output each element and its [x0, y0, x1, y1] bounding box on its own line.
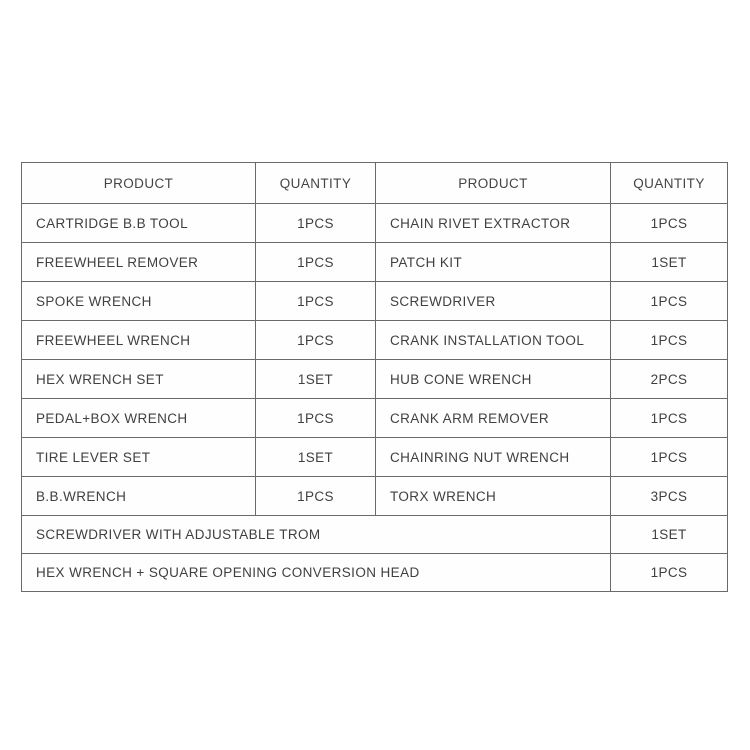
product-cell-wide: SCREWDRIVER WITH ADJUSTABLE TROM: [22, 516, 611, 554]
product-cell: CHAIN RIVET EXTRACTOR: [376, 204, 611, 243]
header-row: [22, 163, 728, 204]
product-cell: B.B.WRENCH: [22, 477, 256, 516]
quantity-cell: 2PCS: [611, 360, 728, 399]
quantity-cell: 1PCS: [256, 477, 376, 516]
quantity-cell: 1PCS: [256, 243, 376, 282]
header-quantity-right: QUANTITY: [611, 163, 728, 204]
product-cell-wide: HEX WRENCH + SQUARE OPENING CONVERSION HEAD: [22, 554, 611, 592]
quantity-cell: 1PCS: [256, 204, 376, 243]
table-row: [22, 243, 728, 282]
product-cell: HUB CONE WRENCH: [376, 360, 611, 399]
quantity-cell: 1SET: [611, 243, 728, 282]
product-cell: CARTRIDGE B.B TOOL: [22, 204, 256, 243]
product-cell: FREEWHEEL WRENCH: [22, 321, 256, 360]
quantity-cell: 3PCS: [611, 477, 728, 516]
table-row: [22, 399, 728, 438]
quantity-cell: 1PCS: [611, 399, 728, 438]
quantity-cell: 1SET: [611, 516, 728, 554]
quantity-cell: 1SET: [256, 360, 376, 399]
quantity-cell: 1PCS: [611, 438, 728, 477]
table-row: [22, 438, 728, 477]
table-row: [22, 282, 728, 321]
table-row: [22, 204, 728, 243]
product-cell: FREEWHEEL REMOVER: [22, 243, 256, 282]
quantity-cell: 1PCS: [611, 204, 728, 243]
product-cell: HEX WRENCH SET: [22, 360, 256, 399]
quantity-cell: 1PCS: [256, 399, 376, 438]
product-cell: PATCH KIT: [376, 243, 611, 282]
header-quantity-left: QUANTITY: [256, 163, 376, 204]
product-cell: SPOKE WRENCH: [22, 282, 256, 321]
table-row: [22, 477, 728, 516]
quantity-cell: 1PCS: [611, 554, 728, 592]
product-cell: CRANK ARM REMOVER: [376, 399, 611, 438]
product-cell: CHAINRING NUT WRENCH: [376, 438, 611, 477]
quantity-cell: 1SET: [256, 438, 376, 477]
quantity-cell: 1PCS: [256, 321, 376, 360]
header-product-right: PRODUCT: [376, 163, 611, 204]
quantity-cell: 1PCS: [256, 282, 376, 321]
table-row: [22, 321, 728, 360]
table-row: [22, 360, 728, 399]
quantity-cell: 1PCS: [611, 282, 728, 321]
product-cell: TIRE LEVER SET: [22, 438, 256, 477]
product-cell: PEDAL+BOX WRENCH: [22, 399, 256, 438]
header-product-left: PRODUCT: [22, 163, 256, 204]
table-row-spanning: [22, 554, 728, 592]
product-cell: SCREWDRIVER: [376, 282, 611, 321]
product-cell: TORX WRENCH: [376, 477, 611, 516]
table-row-spanning: [22, 516, 728, 554]
product-cell: CRANK INSTALLATION TOOL: [376, 321, 611, 360]
quantity-cell: 1PCS: [611, 321, 728, 360]
product-quantity-table: [21, 162, 728, 592]
